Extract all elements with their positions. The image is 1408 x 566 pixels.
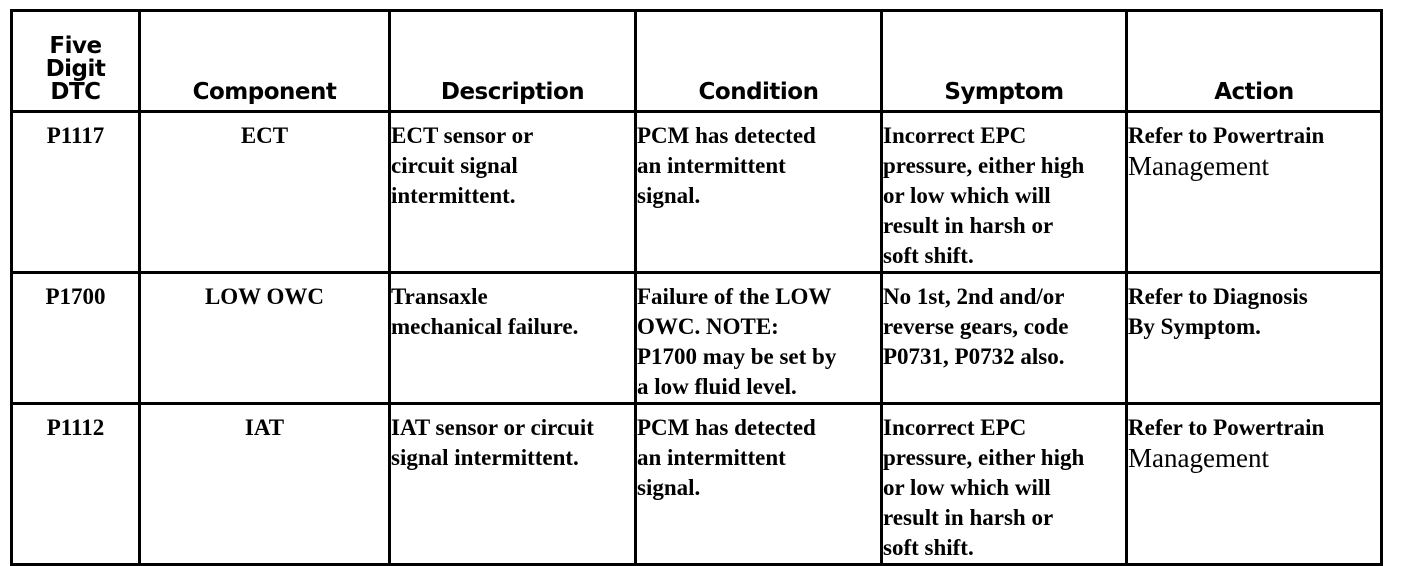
text-line: Failure of the LOW xyxy=(637,284,832,309)
dtc-code-cell: P1117 xyxy=(12,112,140,273)
header-condition: Condition xyxy=(636,11,882,112)
header-code-line: Digit xyxy=(45,56,106,82)
header-code-line: Five xyxy=(49,33,102,59)
text-line: IAT sensor or circuit xyxy=(391,415,594,440)
header-action: Action xyxy=(1127,11,1382,112)
text-line: P0731, P0732 also. xyxy=(883,344,1065,369)
header-five-digit-dtc xyxy=(12,11,140,112)
dtc-code-cell: P1700 xyxy=(12,273,140,404)
table-row xyxy=(12,112,1382,273)
text-line: By Symptom. xyxy=(1128,314,1261,339)
condition-cell xyxy=(636,404,882,565)
text-line: signal. xyxy=(637,475,701,500)
header-component: Component xyxy=(140,11,390,112)
component-cell: LOW OWC xyxy=(140,273,390,404)
text-line: ECT sensor or xyxy=(391,123,534,148)
text-line: reverse gears, code xyxy=(883,314,1069,339)
text-line: Incorrect EPC xyxy=(883,123,1027,148)
text-line: circuit signal xyxy=(391,153,518,178)
text-line: pressure, either high xyxy=(883,445,1085,470)
text-line: Incorrect EPC xyxy=(883,415,1027,440)
text-line: result in harsh or xyxy=(883,505,1054,530)
text-line: Refer to Powertrain xyxy=(1128,123,1325,148)
text-line: soft shift. xyxy=(883,535,974,560)
condition-cell xyxy=(636,112,882,273)
text-line: Management xyxy=(1128,443,1269,473)
header-code-line: DTC xyxy=(50,79,101,105)
text-line: Refer to Powertrain xyxy=(1128,415,1325,440)
text-line: No 1st, 2nd and/or xyxy=(883,284,1065,309)
text-line: an intermittent xyxy=(637,445,786,470)
dtc-code-cell: P1112 xyxy=(12,404,140,565)
symptom-cell xyxy=(882,404,1127,565)
text-line: mechanical failure. xyxy=(391,314,579,339)
symptom-cell xyxy=(882,273,1127,404)
text-line: intermittent. xyxy=(391,183,516,208)
text-line: Refer to Diagnosis xyxy=(1128,284,1308,309)
text-line: PCM has detected xyxy=(637,123,816,148)
text-line: or low which will xyxy=(883,183,1051,208)
condition-cell xyxy=(636,273,882,404)
dtc-table xyxy=(10,9,1383,566)
table-row xyxy=(12,404,1382,565)
text-line: P1700 may be set by xyxy=(637,344,837,369)
description-cell xyxy=(390,273,636,404)
text-line: result in harsh or xyxy=(883,213,1054,238)
text-line: a low fluid level. xyxy=(637,374,797,399)
header-row xyxy=(12,11,1382,112)
text-line: Management xyxy=(1128,151,1269,181)
component-cell: IAT xyxy=(140,404,390,565)
header-symptom: Symptom xyxy=(882,11,1127,112)
symptom-cell xyxy=(882,112,1127,273)
text-line: pressure, either high xyxy=(883,153,1085,178)
description-cell xyxy=(390,404,636,565)
action-cell xyxy=(1127,404,1382,565)
text-line: soft shift. xyxy=(883,243,974,268)
text-line: Transaxle xyxy=(391,284,488,309)
text-line: an intermittent xyxy=(637,153,786,178)
text-line: or low which will xyxy=(883,475,1051,500)
header-description: Description xyxy=(390,11,636,112)
component-cell: ECT xyxy=(140,112,390,273)
text-line: PCM has detected xyxy=(637,415,816,440)
text-line: signal intermittent. xyxy=(391,445,579,470)
action-cell xyxy=(1127,273,1382,404)
action-cell xyxy=(1127,112,1382,273)
table-row xyxy=(12,273,1382,404)
description-cell xyxy=(390,112,636,273)
text-line: signal. xyxy=(637,183,701,208)
text-line: OWC. NOTE: xyxy=(637,314,779,339)
